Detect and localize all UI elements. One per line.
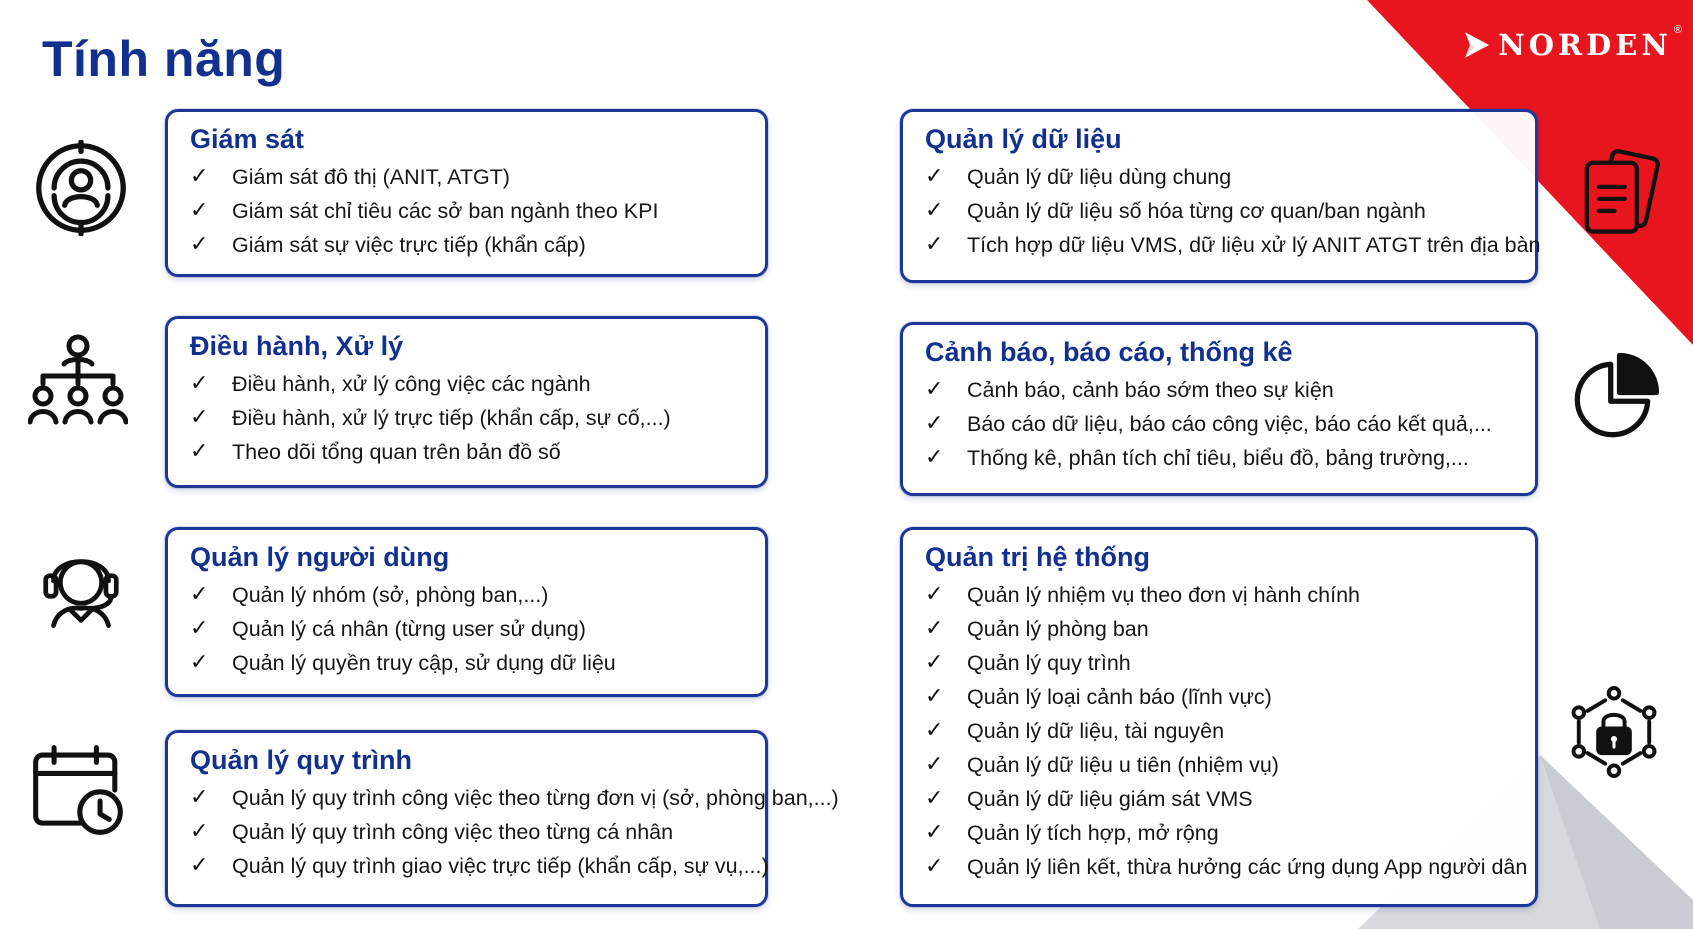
- logo-registered-mark: ®: [1673, 24, 1682, 36]
- lock-network-icon: [1570, 684, 1658, 780]
- feature-card-quan-ly-du-lieu: [900, 109, 1541, 283]
- list-item: ✓ Quản lý liên kết, thừa hưởng các ứng dụng App người dân: [925, 850, 1515, 884]
- norden-logo: [1462, 22, 1682, 68]
- feature-list: [925, 578, 1528, 884]
- list-item: ✓ Quản lý quyền truy cập, sử dụng dữ liệu: [190, 646, 745, 680]
- check-icon: ✓: [190, 439, 209, 464]
- check-icon: ✓: [925, 198, 944, 223]
- list-item: ✓ Quản lý dữ liệu giám sát VMS: [925, 782, 1515, 816]
- list-item: ✓ Quản lý nhiệm vụ theo đơn vị hành chính: [925, 578, 1515, 612]
- check-icon: ✓: [925, 718, 944, 743]
- card-title: Quản trị hệ thống: [925, 542, 1150, 572]
- check-icon: ✓: [190, 371, 209, 396]
- list-item: ✓ Quản lý quy trình công việc theo từng đơn vị (sở, phòng ban,...): [190, 781, 745, 815]
- headset-user-icon: [38, 540, 124, 632]
- list-item: ✓ Quản lý loại cảnh báo (lĩnh vực): [925, 680, 1515, 714]
- list-item: ✓ Quản lý cá nhân (từng user sử dụng): [190, 612, 745, 646]
- list-item: ✓ Quản lý quy trình công việc theo từng cá nhân: [190, 815, 745, 849]
- feature-list: [925, 160, 1541, 262]
- check-icon: ✓: [190, 853, 209, 878]
- feature-list: [190, 160, 745, 262]
- check-icon: ✓: [190, 582, 209, 607]
- list-item: ✓ Điều hành, xử lý trực tiếp (khẩn cấp, sự cố,...): [190, 401, 745, 435]
- list-item: ✓ Quản lý nhóm (sở, phòng ban,...): [190, 578, 745, 612]
- list-item: ✓ Quản lý dữ liệu dùng chung: [925, 160, 1515, 194]
- check-icon: ✓: [190, 616, 209, 641]
- check-icon: ✓: [925, 164, 944, 189]
- list-item: ✓ Giám sát đô thị (ANIT, ATGT): [190, 160, 745, 194]
- page-title: Tính năng: [42, 31, 286, 87]
- norden-logo-mark-icon: [1462, 25, 1492, 65]
- list-item: ✓ Báo cáo dữ liệu, báo cáo công việc, báo cáo kết quả,...: [925, 407, 1515, 441]
- list-item: ✓ Cảnh báo, cảnh báo sớm theo sự kiện: [925, 373, 1515, 407]
- check-icon: ✓: [190, 650, 209, 675]
- check-icon: ✓: [925, 752, 944, 777]
- list-item: ✓ Quản lý tích hợp, mở rộng: [925, 816, 1515, 850]
- list-item: ✓ Quản lý quy trình giao việc trực tiếp (khẩn cấp, sự vụ,...): [190, 849, 745, 883]
- feature-list: [190, 781, 839, 883]
- card-title: Quản lý dữ liệu: [925, 124, 1122, 154]
- card-title: Cảnh báo, báo cáo, thống kê: [925, 337, 1293, 367]
- feature-list: [190, 367, 745, 469]
- check-icon: ✓: [925, 411, 944, 436]
- check-icon: ✓: [190, 232, 209, 257]
- org-chart-icon: [28, 334, 128, 434]
- check-icon: ✓: [925, 377, 944, 402]
- list-item: ✓ Điều hành, xử lý công việc các ngành: [190, 367, 745, 401]
- feature-card-quan-ly-quy-trinh: [165, 730, 839, 907]
- check-icon: ✓: [190, 785, 209, 810]
- documents-icon: [1580, 146, 1666, 238]
- check-icon: ✓: [925, 650, 944, 675]
- target-person-icon: [33, 140, 129, 236]
- check-icon: ✓: [925, 616, 944, 641]
- check-icon: ✓: [925, 232, 944, 257]
- feature-card-quan-tri-he-thong: [900, 527, 1538, 907]
- pie-chart-icon: [1572, 352, 1660, 440]
- card-title: Quản lý quy trình: [190, 745, 413, 775]
- check-icon: ✓: [190, 198, 209, 223]
- check-icon: ✓: [190, 819, 209, 844]
- check-icon: ✓: [925, 820, 944, 845]
- list-item: ✓ Giám sát chỉ tiêu các sở ban ngành theo KPI: [190, 194, 745, 228]
- feature-card-giam-sat: [165, 109, 768, 277]
- list-item: ✓ Quản lý dữ liệu, tài nguyên: [925, 714, 1515, 748]
- list-item: ✓ Tích hợp dữ liệu VMS, dữ liệu xử lý ANIT ATGT trên địa bàn: [925, 228, 1515, 262]
- logo-text: NORDEN: [1498, 28, 1672, 62]
- list-item: ✓ Quản lý phòng ban: [925, 612, 1515, 646]
- check-icon: ✓: [925, 445, 944, 470]
- list-item: ✓ Quản lý dữ liệu số hóa từng cơ quan/ban ngành: [925, 194, 1515, 228]
- check-icon: ✓: [190, 405, 209, 430]
- check-icon: ✓: [925, 684, 944, 709]
- check-icon: ✓: [925, 786, 944, 811]
- calendar-clock-icon: [32, 742, 124, 838]
- check-icon: ✓: [925, 582, 944, 607]
- card-title: Quản lý người dùng: [190, 542, 450, 572]
- feature-card-dieu-hanh: [165, 316, 768, 488]
- card-title: Giám sát: [190, 124, 305, 154]
- list-item: ✓ Thống kê, phân tích chỉ tiêu, biểu đồ, bảng trường,...: [925, 441, 1515, 475]
- feature-card-canh-bao: [900, 322, 1538, 496]
- list-item: ✓ Giám sát sự việc trực tiếp (khẩn cấp): [190, 228, 745, 262]
- list-item: ✓ Theo dõi tổng quan trên bản đồ số: [190, 435, 745, 469]
- card-title: Điều hành, Xử lý: [190, 331, 404, 361]
- check-icon: ✓: [925, 854, 944, 879]
- feature-list: [190, 578, 745, 680]
- list-item: ✓ Quản lý quy trình: [925, 646, 1515, 680]
- list-item: ✓ Quản lý dữ liệu u tiên (nhiệm vụ): [925, 748, 1515, 782]
- feature-card-quan-ly-nguoi-dung: [165, 527, 768, 697]
- check-icon: ✓: [190, 164, 209, 189]
- feature-list: [925, 373, 1515, 475]
